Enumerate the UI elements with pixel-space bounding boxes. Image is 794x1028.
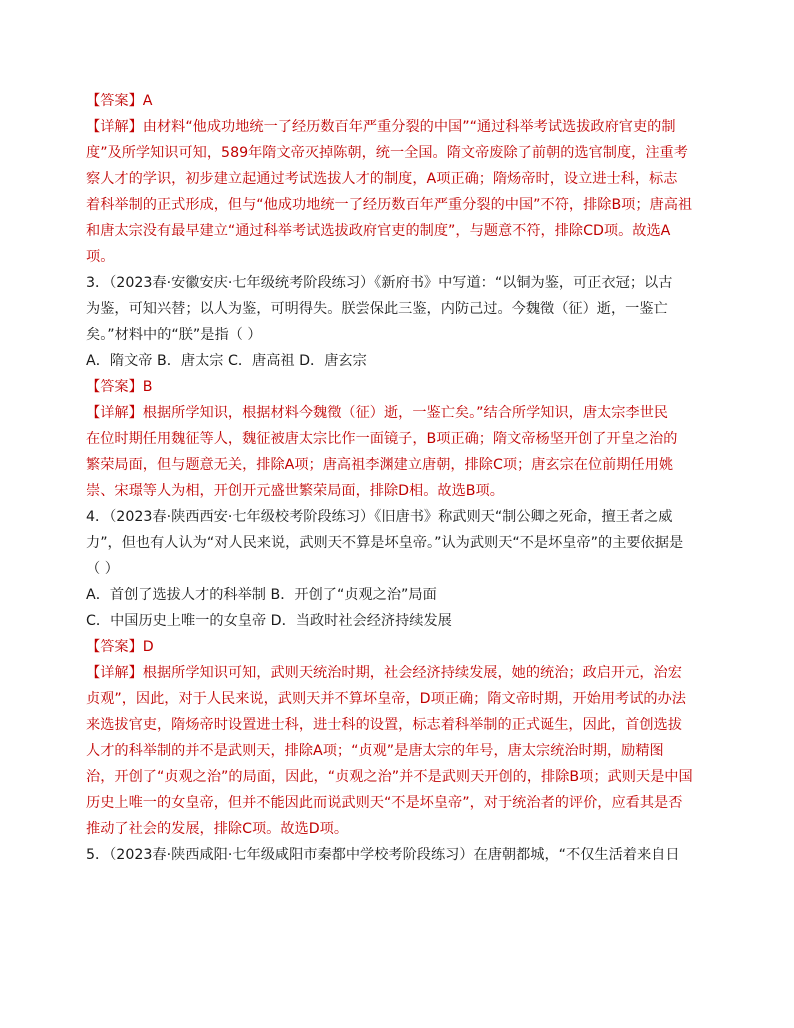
question-line: A．首创了选拔人才的科举制 B．开创了“贞观之治”局面 [86, 587, 437, 603]
answer-line: 和唐太宗没有最早建立“通过科举考试选拔政府官吏的制度”，与题意不符，排除CD项。故选A [86, 223, 671, 239]
answer-line: 人才的科举制的并不是武则天，排除A项；“贞观”是唐太宗的年号，唐太宗统治时期，励精图 [86, 743, 664, 759]
answer-line: 在位时期任用魏征等人，魏征被唐太宗比作一面镜子，B项正确；隋文帝杨坚开创了开皇之治的 [86, 431, 678, 447]
question-line: A．隋文帝 B．唐太宗 C．唐高祖 D．唐玄宗 [86, 353, 367, 369]
answer-line: 【答案】D [86, 639, 154, 655]
answer-line: 项。 [86, 249, 115, 265]
answer-line: 【答案】B [86, 379, 153, 395]
question-line: 为鉴，可知兴替；以人为鉴，可明得失。朕尝保此三鉴，内防己过。今魏徵（征）逝，一鉴亡 [86, 301, 668, 317]
answer-line: 着科举制的正式形成，但与“他成功地统一了经历数百年严重分裂的中国”不符，排除B项；唐高祖 [86, 197, 693, 213]
answer-line: 繁荣局面，但与题意无关，排除A项；唐高祖李渊建立唐朝，排除C项；唐玄宗在位前期任用姚 [86, 457, 674, 473]
question-line: （ ） [86, 561, 119, 577]
answer-line: 历史上唯一的女皇帝，但并不能因此而说武则天“不是坏皇帝”，对于统治者的评价，应看其是否 [86, 795, 683, 811]
question-line: 力”，但也有人认为“对人民来说，武则天不算是坏皇帝。”认为武则天“不是坏皇帝”的主要依据是 [86, 535, 684, 551]
answer-line: 【答案】A [86, 93, 153, 109]
answer-line: 【详解】根据所学知识可知，武则天统治时期，社会经济持续发展，她的统治；政启开元，治宏 [86, 665, 682, 681]
question-line: 5．（2023春·陕西咸阳·七年级咸阳市秦都中学校考阶段练习）在唐朝都城，“不仅生活着来自日 [86, 847, 680, 863]
question-line: 4．（2023春·陕西西安·七年级校考阶段练习）《旧唐书》称武则天“制公卿之死命，擅王者之威 [86, 509, 673, 525]
answer-line: 【详解】由材料“他成功地统一了经历数百年严重分裂的中国”“通过科举考试选拔政府官吏的制 [86, 119, 676, 135]
question-line: 3．（2023春·安徽安庆·七年级统考阶段练习）《新府书》中写道：“以铜为鉴，可正衣冠；以古 [86, 275, 673, 291]
answer-line: 贞观”，因此，对于人民来说，武则天并不算坏皇帝，D项正确；隋文帝时期，开始用考试的办法 [86, 691, 686, 707]
document-content [86, 88, 708, 868]
answer-line: 度”及所学知识可知，589年隋文帝灭掉陈朝，统一全国。隋文帝废除了前朝的选官制度，注重考 [86, 145, 688, 161]
answer-line: 治，开创了“贞观之治”的局面，因此，“贞观之治”并不是武则天开创的，排除B项；武则天是中国 [86, 769, 693, 785]
answer-line: 来选拔官吏，隋炀帝时设置进士科，进士科的设置，标志着科举制的正式诞生，因此，首创选拔 [86, 717, 682, 733]
question-line: 矣。”材料中的“朕”是指（ ） [86, 327, 262, 343]
answer-line: 【详解】根据所学知识，根据材料今魏徵（征）逝，一鉴亡矣。”结合所学知识，唐太宗李世民 [86, 405, 668, 421]
answer-line: 崇、宋璟等人为相，开创开元盛世繁荣局面，排除D相。故选B项。 [86, 483, 504, 499]
answer-line: 察人才的学识，初步建立起通过考试选拔人才的制度，A项正确；隋炀帝时，设立进士科，标志 [86, 171, 678, 187]
question-line: C．中国历史上唯一的女皇帝 D．当政时社会经济持续发展 [86, 613, 452, 629]
answer-line: 推动了社会的发展，排除C项。故选D项。 [86, 821, 349, 837]
